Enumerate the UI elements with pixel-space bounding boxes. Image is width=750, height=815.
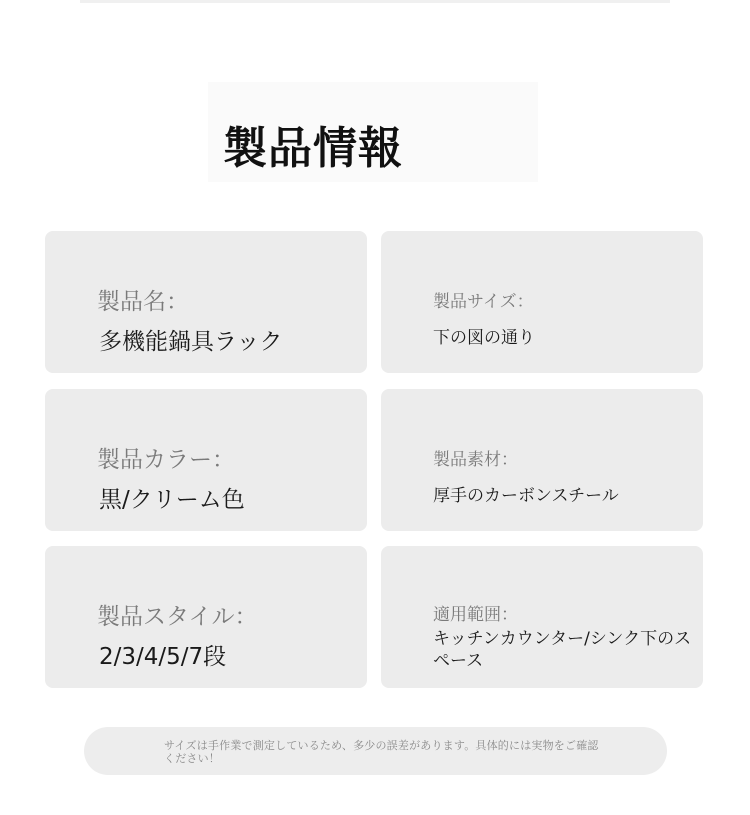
usage-scope-value: キッチンカウンター/シンク下のスペース — [433, 629, 692, 671]
product-material-card — [381, 389, 703, 531]
product-color-label: 製品カラー： — [97, 447, 235, 473]
usage-scope-label: 適用範囲： — [433, 605, 518, 625]
product-color-value: 黒/クリーム色 — [99, 487, 245, 513]
product-size-card — [381, 231, 703, 373]
product-size-label: 製品サイズ： — [433, 292, 534, 312]
product-style-label: 製品スタイル： — [97, 604, 258, 630]
product-name-card — [45, 231, 367, 373]
measurement-note-text: サイズは手作業で測定しているため、多少の誤差があります。具体的には実物をご確認ください！ — [164, 739, 599, 765]
product-color-card — [45, 389, 367, 531]
product-name-value: 多機能鍋具ラック — [99, 329, 283, 355]
product-style-value: 2/3/4/5/7段 — [99, 644, 227, 670]
product-name-label: 製品名： — [97, 289, 189, 315]
product-style-card — [45, 546, 367, 688]
product-material-label: 製品素材： — [433, 450, 518, 470]
product-size-value: 下の図の通り — [433, 328, 535, 348]
product-material-value: 厚手のカーボンスチール — [433, 486, 619, 506]
top-divider — [80, 0, 670, 3]
usage-scope-card — [381, 546, 703, 688]
measurement-note — [84, 727, 667, 775]
page-title: 製品情報 — [223, 123, 403, 174]
